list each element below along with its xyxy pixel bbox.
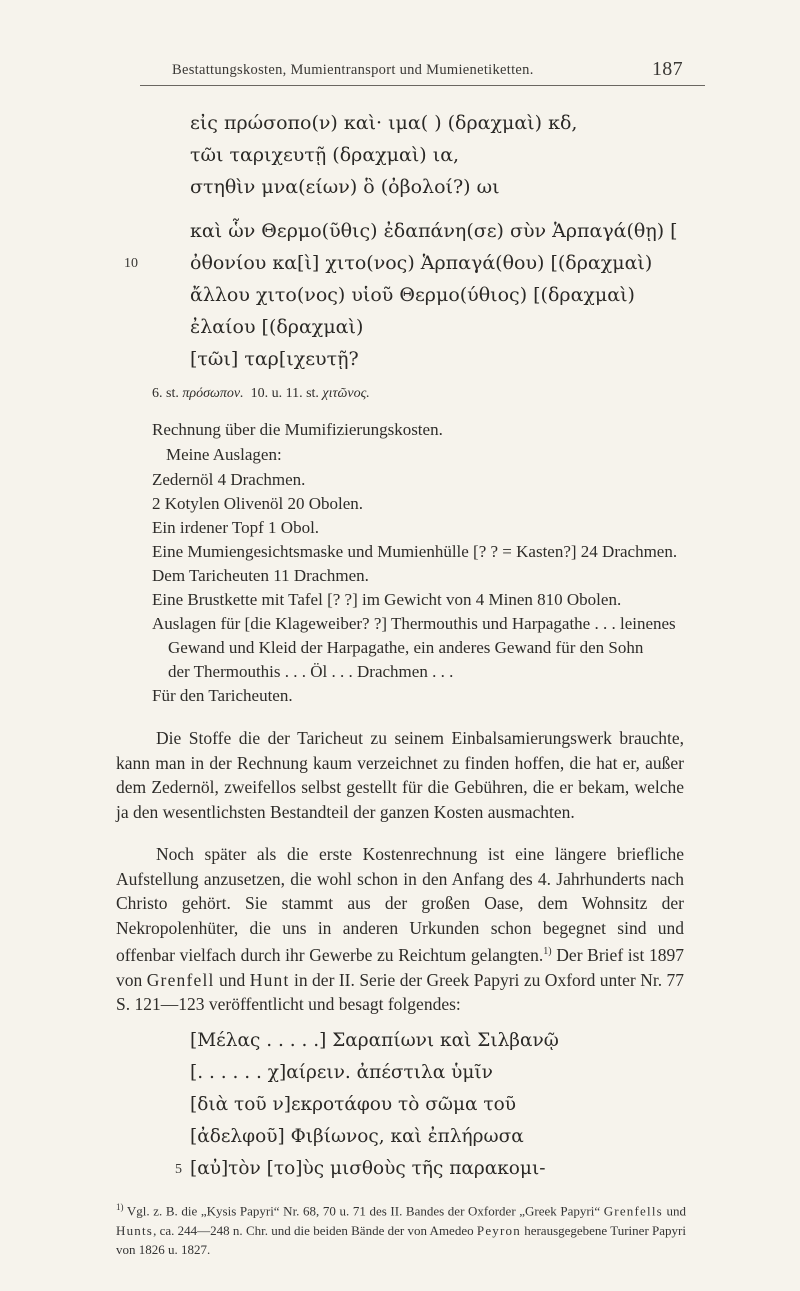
- translation-title: Rechnung über die Mumifizierungskosten.: [152, 420, 443, 439]
- greek-line: ἐλαίου [(δραχμαὶ): [190, 316, 364, 338]
- greek-line: [ἀδελφοῦ] Φιβίωνος, καὶ ἐπλήρωσα: [190, 1126, 524, 1147]
- translation-line: Für den Taricheuten.: [152, 686, 293, 705]
- greek-line: ἄλλου χιτο(νος) υἱοῦ Θερμο(ύθιος) [(δραχμαὶ): [190, 284, 635, 306]
- translation-line: Eine Mumiengesichtsmaske und Mumienhülle [? ? = Kasten?] 24 Drachmen.: [152, 542, 678, 561]
- greek-line: [διὰ τοῦ ν]εκροτάφου τὸ σῶμα τοῦ: [190, 1094, 517, 1115]
- page-number: 187: [652, 58, 683, 80]
- footnote: $^{1)}$ Vgl. z. B. die „Kysis Papyri“ Nr. 68, 70 u. 71 des II. Bandes der Oxforder „Greek Papyri“ Grenfells und Hunts, ca. 244—248 n. Chr. und die beiden Bände der von Amedeo Peyron herausgegebene Turiner Papyri von 1826 u. 1827.: [116, 1202, 686, 1258]
- greek-line: [τῶι] ταρ[ιχευτῇ?: [190, 348, 359, 370]
- translation-line: 2 Kotylen Olivenöl 20 Obolen.: [152, 494, 364, 513]
- translation-line: Gewand und Kleid der Harpagathe, ein anderes Gewand für den Sohn: [168, 638, 644, 657]
- translation-line: Eine Brustkette mit Tafel [? ?] im Gewicht von 4 Minen 810 Obolen.: [152, 590, 622, 609]
- translation-line: Zedernöl 4 Drachmen.: [152, 470, 306, 489]
- header-rule: [140, 85, 705, 86]
- translation-line: Ein irdener Topf 1 Obol.: [152, 518, 320, 537]
- author-name: Hunt: [249, 969, 290, 990]
- critical-note: 6. st. πρόσωπον. 10. u. 11. st. χιτῶνος.: [152, 386, 370, 401]
- greek-line: στηθὶν μνα(είων) ὃ (ὀβολοί?) ωι: [190, 176, 500, 198]
- translation-line: Meine Auslagen:: [166, 445, 282, 464]
- greek-line: εἰς πρώσοπο(ν) καὶ· ιμα( ) (δραχμαὶ) κδ,: [190, 112, 578, 134]
- body-paragraph: Die Stoffe die der Taricheut zu seinem Einbalsamierungswerk brauchte, kann man in der Rechnung kaum verzeichnet zu finden hoffen, die hat er, außer dem Zedernöl, zweifellos selbst gestellt für die Gebühren, die er bekam, welche ja den wesentlichsten Bestandteil der ganzen Kosten ausmachten.: [116, 728, 684, 822]
- body-paragraph: Noch später als die erste Kostenrechnung ist eine längere briefliche Aufstellung anzusetzen, die wohl schon in den Anfang des 4. Jahrhunderts nach Christo gehört. Sie stammt aus der großen Oase, dem Wohnsitz der Nekropolenhüter, die uns in anderen Urkunden schon begegnet sind und offenbar vielfach durch ihr Gewerbe zu Reichtum gelangten.$^{1)}$ Der Brief ist 1897 von Grenfell und Hunt in der II. Serie der Greek Papyri zu Oxford unter Nr. 77 S. 121—123 veröffentlicht und besagt folgendes:: [116, 844, 685, 1015]
- running-title: Bestattungskosten, Mumientransport und Mumienetiketten.: [172, 62, 534, 78]
- translation-line: Auslagen für [die Klageweiber? ?] Thermouthis und Harpagathe . . . leinenes: [152, 614, 676, 633]
- translation-line: der Thermouthis . . . Öl . . . Drachmen . . .: [168, 662, 454, 681]
- line-number: 5: [175, 1162, 182, 1177]
- translation-line: Dem Taricheuten 11 Drachmen.: [152, 566, 369, 585]
- greek-line: [αὐ]τὸν [το]ὺς μισθοὺς τῆς παρακομι-: [190, 1158, 546, 1179]
- greek-line: ὀθονίου κα[ὶ] χιτο(νος) Ἁρπαγά(θου) [(δραχμαὶ): [190, 252, 653, 274]
- line-number: 10: [124, 256, 138, 271]
- greek-line: [Μέλας . . . . .] Σαραπίωνι καὶ Σιλβανῷ: [190, 1030, 559, 1051]
- greek-line: [. . . . . . χ]αίρειν. ἀπέστιλα ὑμῖν: [190, 1062, 493, 1083]
- footnote-ref: 1): [543, 946, 552, 958]
- greek-line: καὶ ὧν Θερμο(ῦθις) ἐδαπάνη(σε) σὺν Ἁρπαγά(θῃ) [: [190, 220, 678, 242]
- greek-line: τῶι ταριχευτῇ (δραχμαὶ) ια,: [190, 144, 460, 166]
- author-name: Grenfell: [146, 969, 215, 990]
